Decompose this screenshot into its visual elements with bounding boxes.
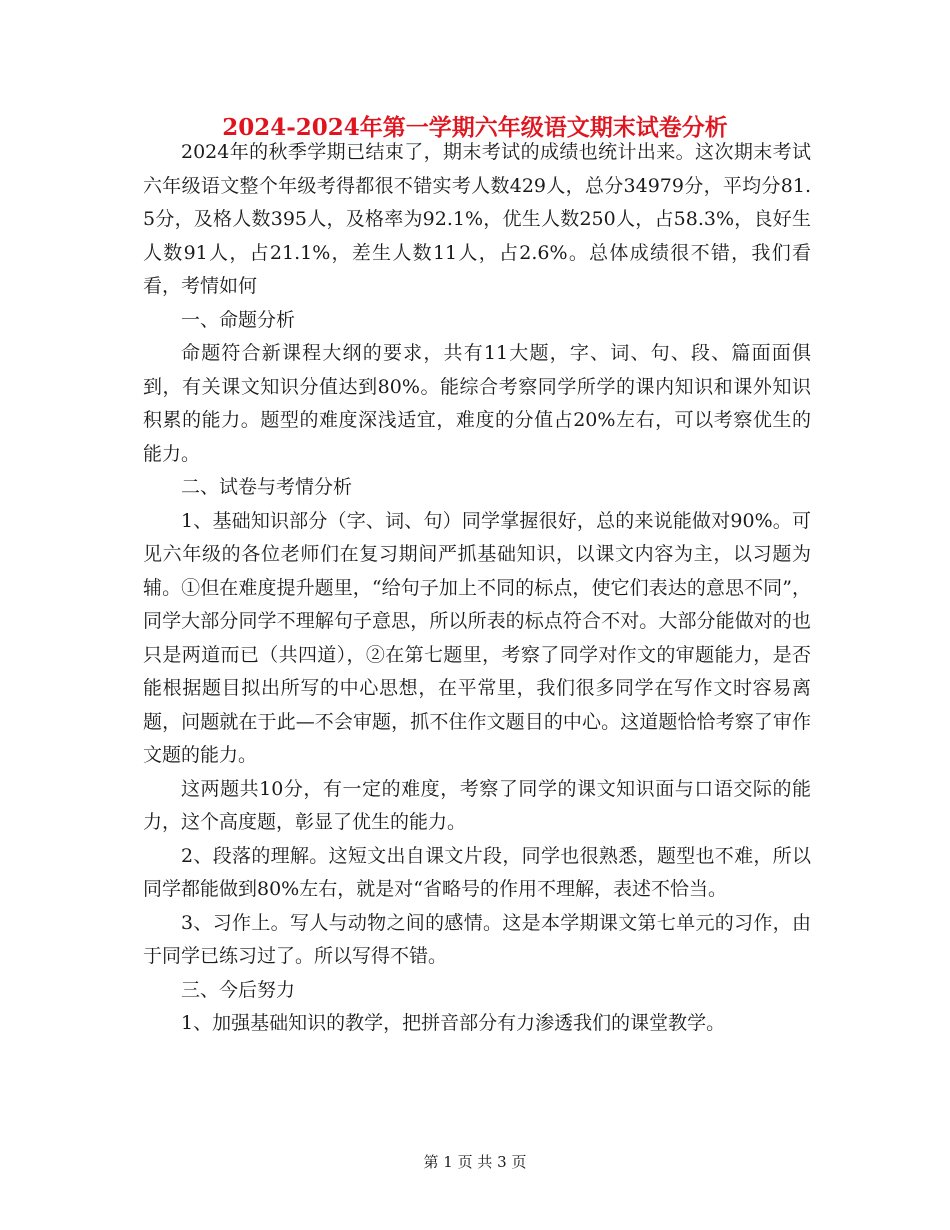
body-paragraph: 2、段落的理解。这短文出自课文片段，同学也很熟悉，题型也不难，所以同学都能做到80%左右，就是对“省略号的作用不理解，表述不恰当。 <box>143 844 811 900</box>
page-footer: 第 1 页 共 3 页 <box>423 1153 527 1171</box>
body-paragraph: 1、加强基础知识的教学，把拼音部分有力渗透我们的课堂教学。 <box>181 1012 726 1034</box>
intro-paragraph: 2024年的秋季学期已结束了，期末考试的成绩也统计出来。这次期末考试六年级语文整个年级考得都很不错实考人数429人，总分34979分，平均分81.5分，及格人数395人，及格率为92.1%，优生人数250人，占58.3%，良好生人数91人，占21.1%，差生人数11人，占2.6%。总体成绩很不错，我们看看，考情如何 <box>143 141 811 297</box>
body-paragraph: 3、习作上。写人与动物之间的感情。这是本学期课文第七单元的习作，由于同学已练习过了。所以写得不错。 <box>143 911 811 967</box>
section-heading-3: 三、今后努力 <box>181 978 296 1001</box>
body-paragraph: 命题符合新课程大纲的要求，共有11大题，字、词、句、段、篇面面俱到，有关课文知识分值达到80%。能综合考察同学所学的课内知识和课外知识积累的能力。题型的难度深浅适宜，难度的分值占20%左右，可以考察优生的能力。 <box>143 342 811 465</box>
document-body <box>143 136 811 1041</box>
document-title: 2024-2024年第一学期六年级语文期末试卷分析 <box>222 114 728 141</box>
section-heading-2: 二、试卷与考情分析 <box>181 476 353 498</box>
body-paragraph: 1、基础知识部分（字、词、句）同学掌握很好，总的来说能做对90%。可见六年级的各位老师们在复习期间严抓基础知识，以课文内容为主，以习题为辅。①但在难度提升题里，“给句子加上不同的标点，使它们表达的意思不同”，同学大部分同学不理解句子意思，所以所表的标点符合不对。大部分能做对的也只是两道而已（共四道），②在第七题里，考察了同学对作文的审题能力，是否能根据题目拟出所写的中心思想，在平常里，我们很多同学在写作文时容易离题，问题就在于此—不会审题，抓不住作文题目的中心。这道题恰恰考察了审作文题的能力。 <box>143 509 811 766</box>
body-paragraph: 这两题共10分，有一定的难度，考察了同学的课文知识面与口语交际的能力，这个高度题，彰显了优生的能力。 <box>143 777 811 833</box>
section-heading-1: 一、命题分析 <box>181 308 296 331</box>
